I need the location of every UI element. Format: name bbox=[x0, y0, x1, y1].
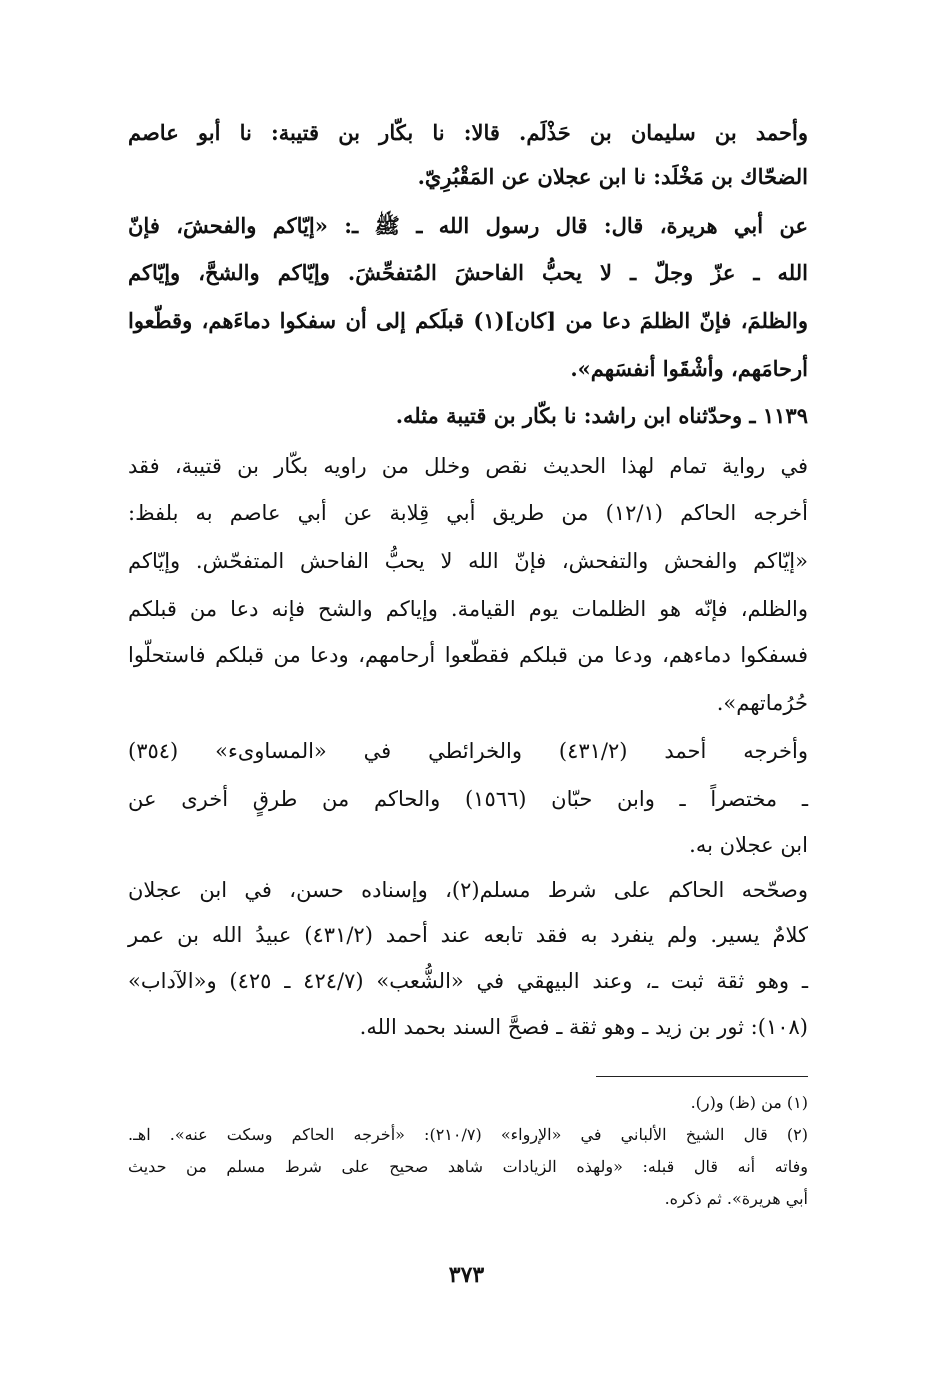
text-line: «إيّاكم والفحش والتفحش، فإنّ الله لا يحبُّ الفاحش المتفحّش. وإيّاكم bbox=[128, 549, 808, 573]
text-line: والظلمَ، فإنّ الظلمَ دعا من [كان](١) قبلَكم إلى أن سفكوا دماءَهم، وقطّعوا bbox=[128, 308, 808, 333]
text-line: فسفكوا دماءهم، ودعا من قبلكم فقطّعوا أرحامهم، ودعا من قبلكم فاستحلّوا bbox=[128, 643, 808, 667]
text-line: كلامٌ يسير. ولم ينفرد به فقد تابعه عند أحمد (٤٣١/٢) عبيدُ الله بن عمر bbox=[128, 923, 809, 947]
text-line: حُرُماتهم». bbox=[716, 691, 808, 715]
text-line: ابن عجلان به. bbox=[689, 833, 808, 857]
text-line: ١١٣٩ ـ وحدّثناه ابن راشد: نا بكّار بن قتيبة مثله. bbox=[395, 403, 808, 428]
text-line: وصحّحه الحاكم على شرط مسلم(٢)، وإسناده حسن، في ابن عجلان bbox=[128, 878, 808, 902]
text-line: أخرجه الحاكم (١٢/١) من طريق أبي قِلابة عن أبي عاصم به بلفظ: bbox=[128, 501, 808, 525]
footnote-line: أبي هريرة». ثم ذكره. bbox=[664, 1189, 808, 1208]
text-line: عن أبي هريرة، قال: قال رسول الله ـ ﷺ ـ: «إيّاكم والفحشَ، فإنّ bbox=[128, 213, 808, 238]
text-line: الله ـ عزّ وجلّ ـ لا يحبُّ الفاحشَ المُتفحِّشَ. وإيّاكم والشحَّ، وإيّاكم bbox=[128, 260, 808, 285]
text-line: (١٠٨): ثور بن زيد ـ وهو ثقة ـ فصحَّ السند بحمد الله. bbox=[359, 1015, 808, 1039]
footnote-line: وفاته أنه قال قبله: «ولهذه الزيادات شاهد صحيح على شرط مسلم من حديث bbox=[128, 1157, 808, 1176]
text-line: والظلم، فإنّه هو الظلمات يوم القيامة. وإياكم والشح فإنه دعا من قبلكم bbox=[128, 597, 808, 621]
text-line: وأخرجه أحمد (٤٣١/٢) والخرائطي في «المساوىء» (٣٥٤) bbox=[128, 739, 808, 763]
page-number: ٣٧٣ bbox=[448, 1262, 485, 1288]
text-line: وأحمد بن سليمان بن حَذْلَم. قالا: نا بكّار بن قتيبة: نا أبو عاصم bbox=[128, 120, 808, 145]
footnote-separator bbox=[596, 1076, 808, 1077]
text-line: ـ مختصراً ـ وابن حبّان (١٥٦٦) والحاكم من طرقٍ أخرى عن bbox=[128, 787, 808, 811]
text-line: في رواية تمام لهذا الحديث نقص وخلل من راويه بكّار بن قتيبة، فقد bbox=[128, 454, 808, 478]
text-line: ـ وهو ثقة ثبت ـ، وعند البيهقي في «الشُّعب» (٤٢٤/٧ ـ ٤٢٥) و«الآداب» bbox=[128, 969, 808, 993]
text-line: أرحامَهم، وأشْقَوا أنفسَهم». bbox=[570, 356, 808, 381]
text-line: الضحّاك بن مَخْلَد: نا ابن عجلان عن المَقْبُرِيّ. bbox=[417, 164, 808, 189]
footnote-line: (٢) قال الشيخ الألباني في «الإرواء» (٢١٠/٧): «أخرجه الحاكم وسكت عنه». اهـ. bbox=[128, 1125, 809, 1144]
footnote-line: (١) من (ظ) و(ر). bbox=[690, 1093, 808, 1112]
